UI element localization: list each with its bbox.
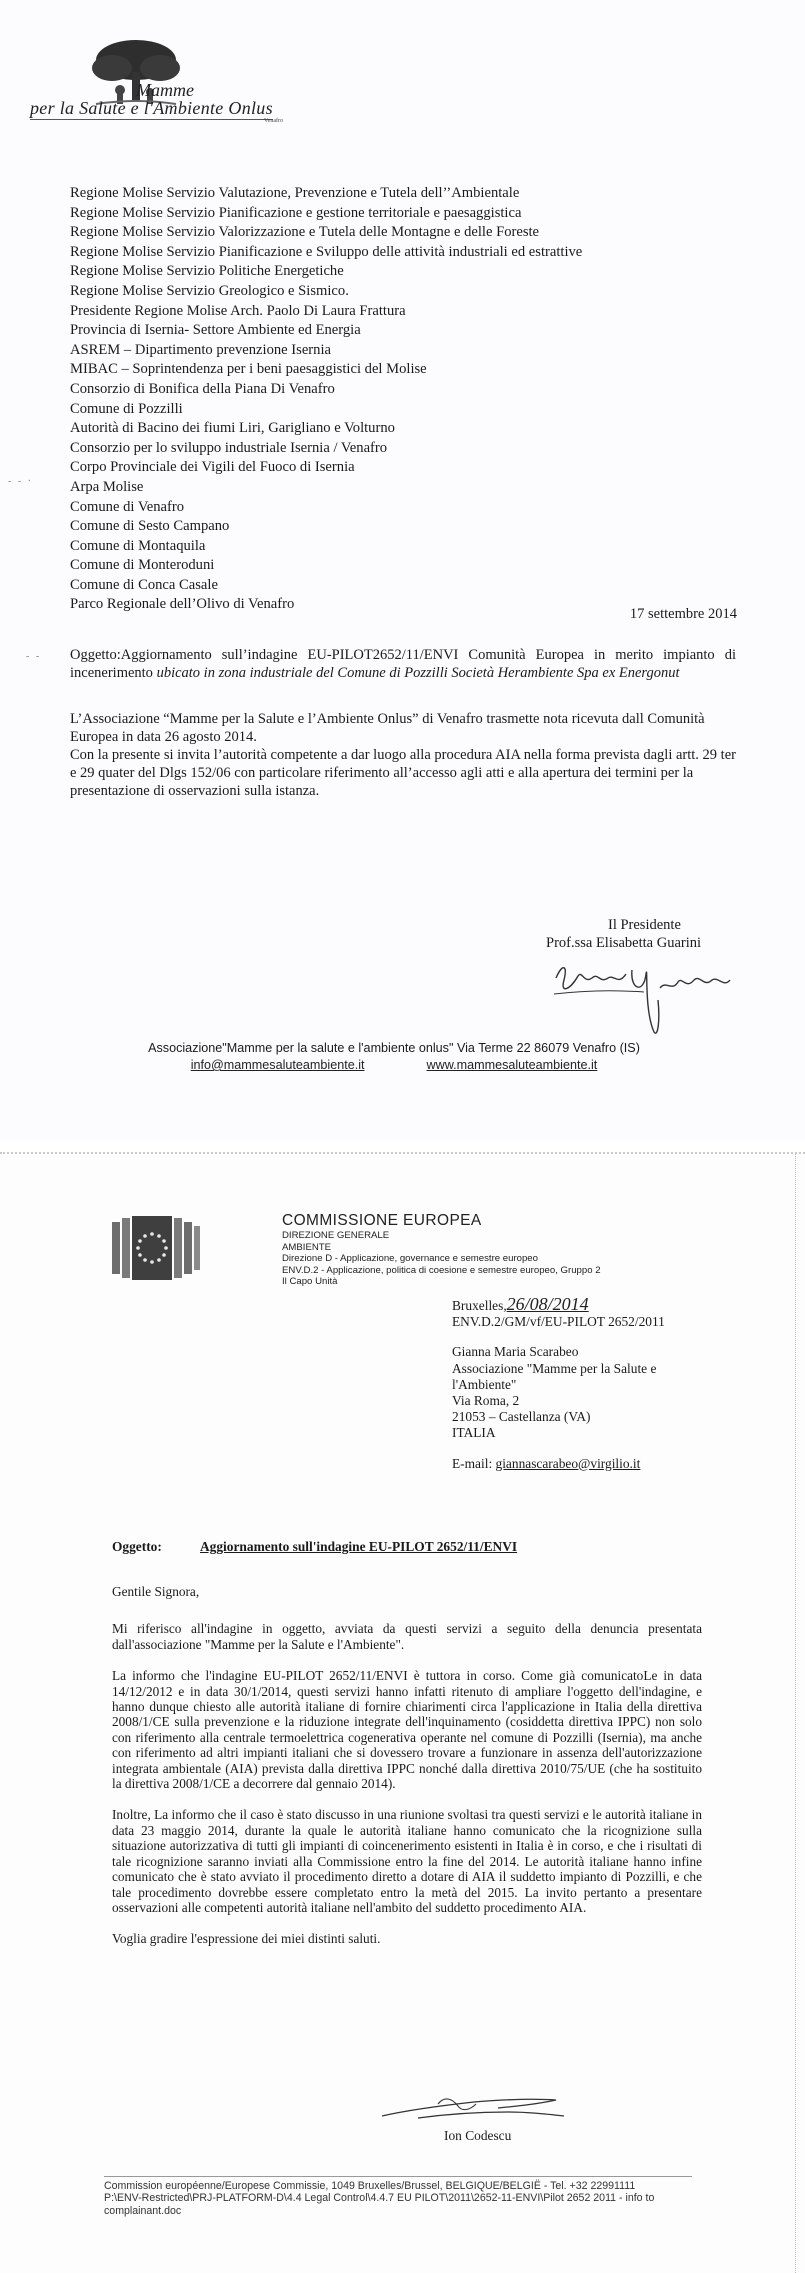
- list-item: Comune di Conca Casale: [70, 576, 218, 593]
- list-item: ASREM – Dipartimento prevenzione Isernia: [70, 341, 331, 358]
- logo-place: Venafro: [264, 118, 283, 124]
- letter-subject: [112, 1539, 517, 1555]
- list-item: Comune di Montaquila: [70, 537, 206, 554]
- dg-line: AMBIENTE: [282, 1241, 332, 1253]
- commission-title: COMMISSIONE EUROPEA: [282, 1212, 482, 1229]
- list-item: Corpo Provinciale dei Vigili del Fuoco di Isernia: [70, 459, 355, 476]
- body-paragraph: La informo che l'indagine EU-PILOT 2652/11/ENVI è tuttora in corso. Come già comunicatoLe in data 14/12/2012 e in data 30/1/2014, questi servizi hanno infatti ritenuto di ampliare l'oggetto dell'indagine, e hanno dunque chiesto alle autorità italiane di fornire chiarimenti circa l'applicazione in Italia della direttiva 2008/1/CE sulla prevenzione e la riduzione integrate dell'inquinamento (cosiddetta direttiva IPPC) non solo con riferimento alla centrale termoelettrica cogenerativa operante nel comune di Pozzilli (Isernia), ma anche con riferimento ad altri impianti italiani che si dovessero trovare a funzionare in assenza dell'autorizzazione integrata ambientale (AIA) prevista dalla direttiva IPPC nonché dalla direttiva 2010/75/UE (che ha sostituito la direttiva 2008/1/CE a decorrere dal gennaio 2014).: [112, 1668, 702, 1792]
- commission-heading: [282, 1212, 601, 1288]
- list-item: Regione Molise Servizio Valorizzazione e Tutela delle Montagne e delle Foreste: [70, 224, 540, 241]
- list-item: Comune di Sesto Campano: [70, 518, 230, 535]
- logo-subtitle: per la Salute e l'Ambiente Onlus: [30, 98, 273, 118]
- european-commission-logo-icon: [112, 1212, 214, 1284]
- list-item: Comune di Monteroduni: [70, 557, 215, 574]
- reference: ENV.D.2/GM/vf/EU-PILOT 2652/2011: [452, 1314, 665, 1330]
- dg-line: Il Capo Unità: [282, 1276, 338, 1287]
- signer-name: Ion Codescu: [444, 2128, 512, 2143]
- list-item: Regione Molise Servizio Politiche Energetiche: [70, 263, 344, 280]
- list-item: Parco Regionale dell’Olivo di Venafro: [70, 596, 295, 613]
- list-item: Regione Molise Servizio Pianificazione e gestione territoriale e paesaggistica: [70, 204, 522, 221]
- list-item: Consorzio di Bonifica della Piana Di Venafro: [70, 380, 335, 397]
- recipient-line: 21053 – Castellanza (VA): [452, 1409, 591, 1425]
- recipient-list: [70, 184, 720, 615]
- recipient-line: ITALIA: [452, 1425, 496, 1441]
- recipient-line: Associazione "Mamme per la Salute e: [452, 1360, 657, 1376]
- body-paragraph: L’Associazione “Mamme per la Salute e l’Ambiente Onlus” di Venafro trasmette nota ricevuta dall Comunità Europea in data 26 agosto 2014.: [70, 711, 705, 745]
- letter-body: [70, 710, 736, 800]
- subject-text: Aggiornamento sull'indagine EU-PILOT 2652/11/ENVI: [200, 1539, 518, 1554]
- recipient-line: Gianna Maria Scarabeo: [452, 1344, 579, 1360]
- subject-label: Oggetto:: [112, 1539, 162, 1554]
- list-item: Regione Molise Servizio Valutazione, Prevenzione e Tutela dell’’Ambientale: [70, 185, 520, 201]
- logo-title: Mamme: [136, 80, 194, 100]
- subject-italic: ubicato in zona industriale del Comune di Pozzilli Società Herambiente Spa ex Energonut: [156, 665, 680, 681]
- place: Bruxelles,: [452, 1298, 507, 1313]
- signer-title: Il Presidente: [608, 917, 681, 933]
- dg-line: DIREZIONE GENERALE: [282, 1230, 390, 1241]
- list-item: Autorità di Bacino dei fiumi Liri, Garigliano e Volturno: [70, 420, 395, 437]
- list-item: Provincia di Isernia- Settore Ambiente ed Energia: [70, 322, 361, 339]
- dg-line: ENV.D.2 - Applicazione, politica di coesione e semestre europeo, Gruppo 2: [282, 1264, 601, 1276]
- list-item: Regione Molise Servizio Greologico e Sismico.: [70, 282, 349, 299]
- footer-line: Commission européenne/Europese Commissie, 1049 Bruxelles/Brussel, BELGIQUE/BELGIË - Tel. +32 22991111: [104, 2180, 636, 2192]
- salutation: Gentile Signora,: [112, 1584, 200, 1599]
- address-block: [452, 1296, 665, 1472]
- email-label: E-mail:: [452, 1455, 496, 1471]
- place-date: [452, 1296, 665, 1314]
- list-item: Presidente Regione Molise Arch. Paolo Di Laura Frattura: [70, 302, 406, 319]
- commission-footer: [104, 2176, 692, 2217]
- scan-marks: - -: [26, 651, 42, 662]
- recipient-line: Via Roma, 2: [452, 1393, 520, 1409]
- association-logo: [28, 38, 296, 142]
- list-item: Consorzio per lo sviluppo industriale Isernia / Venafro: [70, 439, 388, 456]
- handwritten-signature: [378, 2076, 578, 2136]
- letter-body: [112, 1584, 702, 1963]
- association-footer: [124, 1040, 664, 1074]
- recipient-line: l'Ambiente": [452, 1376, 517, 1392]
- signer-name: Prof.ssa Elisabetta Guarini: [546, 935, 702, 951]
- letter-page-2: [0, 1152, 805, 2273]
- signature-block: [546, 916, 701, 952]
- list-item: MIBAC – Soprintendenza per i beni paesaggistici del Molise: [70, 361, 427, 378]
- body-paragraph: Mi riferisco all'indagine in oggetto, avviata da questi servizi a seguito della denuncia presentata dall'associazione "Mamme per la Salute e l'Ambiente".: [112, 1621, 702, 1652]
- list-item: Regione Molise Servizio Pianificazione e Sviluppo delle attività industriali ed estrattive: [70, 243, 583, 260]
- body-paragraph: Con la presente si invita l’autorità competente a dar luogo alla procedura AIA nella forma prevista dagli artt. 29 ter e 29 quater del Dlgs 152/06 con particolare riferimento all’accesso agli atti e alla apertura dei termini per la presentazione di osservazioni sulla istanza.: [70, 747, 736, 799]
- dg-line: Direzione D - Applicazione, governance e semestre europeo: [282, 1253, 538, 1264]
- footer-links: [124, 1057, 664, 1074]
- recipient-email: [452, 1456, 665, 1472]
- letter-date: 17 settembre 2014: [629, 606, 737, 622]
- scan-edge: [795, 1154, 805, 2273]
- letter-subject: [70, 646, 736, 682]
- footer-website-link[interactable]: www.mammesaluteambiente.it: [426, 1058, 598, 1072]
- body-paragraph: Voglia gradire l'espressione dei miei distinti saluti.: [112, 1931, 381, 1947]
- list-item: Comune di Pozzilli: [70, 400, 183, 417]
- body-paragraph: Inoltre, La informo che il caso è stato discusso in una riunione svoltasi tra questi servizi e le autorità italiane in data 23 maggio 2014, durante la quale le autorità italiane hanno comunicato che la ricognizione sulla situazione autorizzativa di tutti gli impianti di coincenerimento esistenti in Italia è in corso, e che i risultati di tale ricognizione saranno inviati alla Commissione entro la fine del 2014. Le autorità italiane hanno infine comunicato che è stato avviato il procedimento diretto a dotare di AIA il suddetto impianto di Pozzilli, e che tale procedimento dovrebbe essere completato entro la metà del 2015. La invito pertanto a presentare osservazioni alle competenti autorità italiane nell'ambito del suddetto procedimento AIA.: [112, 1807, 702, 1915]
- footer-line: P:\ENV-Restricted\PRJ-PLATFORM-D\4.4 Legal Control\4.4.7 EU PILOT\2011\2652-11-ENVI\Pilot 2652 2011 - info to complainant.doc: [104, 2192, 655, 2217]
- subject-text: Oggetto:Aggiornamento sull’indagine EU-PILOT2652/11/ENVI Comunità Europea in merito impianto di incenerimento: [70, 647, 736, 681]
- scan-marks: - - ·: [8, 476, 33, 487]
- email-link[interactable]: giannascarabeo@virgilio.it: [495, 1455, 641, 1471]
- footer-email-link[interactable]: info@mammesaluteambiente.it: [190, 1058, 365, 1072]
- handwritten-signature: [548, 950, 778, 1040]
- list-item: Arpa Molise: [70, 478, 144, 495]
- list-item: Comune di Venafro: [70, 498, 185, 515]
- footer-address: Associazione"Mamme per la salute e l'ambiente onlus" Via Terme 22 86079 Venafro (IS): [148, 1041, 640, 1055]
- handwritten-date: 26/08/2014: [506, 1294, 589, 1314]
